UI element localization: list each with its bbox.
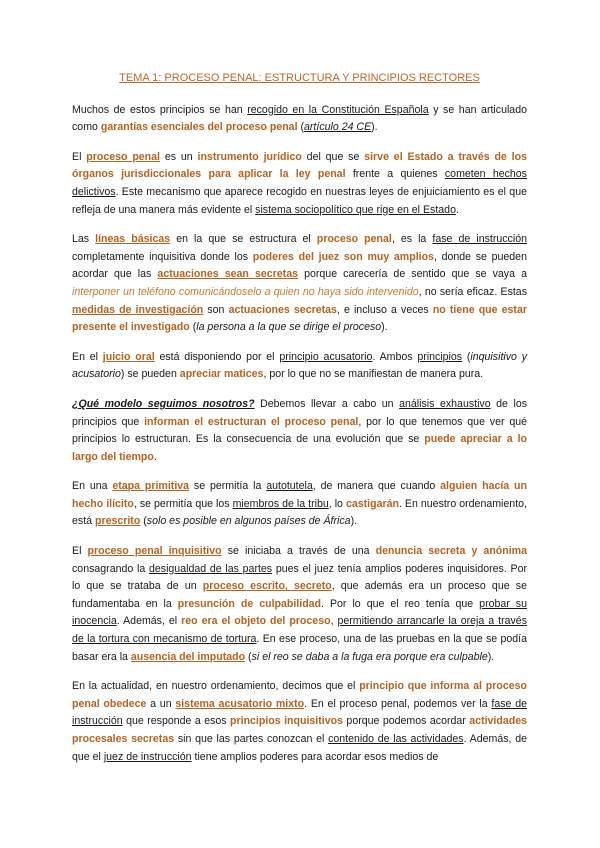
highlight-text: medidas de investigación [72, 303, 204, 316]
highlight-text: principios inquisitivos [230, 715, 343, 728]
highlight-text: apreciar matices [179, 368, 264, 381]
italic-highlight-text: interponer un teléfono comunicándoselo a quien no haya sido intervenido [72, 285, 419, 298]
text: , lo [328, 497, 346, 510]
underlined-text: principios [417, 350, 463, 363]
text: de los principios que [72, 397, 528, 428]
italic-text: la persona a la que se dirige el proceso [196, 321, 382, 334]
underlined-text: fase de instrucción [432, 233, 527, 246]
highlight-text: informan el estructuran el proceso penal [144, 415, 359, 428]
text: ( [462, 350, 471, 363]
text: pues el juez tenía amplios poderes inquisidores. Por lo que se trataba de un [72, 562, 527, 593]
text: ). [381, 321, 388, 334]
highlight-text: etapa primitiva [112, 480, 190, 493]
text: El [72, 150, 87, 163]
underlined-text: contenido de las actividades [328, 733, 464, 745]
highlight-text: proceso penal inquisitivo [87, 545, 222, 558]
highlight-text: sistema acusatorio mixto [175, 697, 305, 710]
paragraph-8 [72, 678, 527, 766]
text: ) se pueden [120, 368, 180, 381]
highlight-text: castigarán [345, 497, 399, 510]
text: ). [350, 515, 358, 528]
highlight-text: prescrito [94, 515, 141, 528]
highlight-text: principio que informa al proceso penal obedece [72, 680, 527, 710]
question-heading: ¿Qué modelo seguimos nosotros? [72, 397, 255, 410]
highlight-text: denuncia secreta y anónima [375, 545, 527, 558]
paragraph-7 [72, 543, 527, 666]
text: completamente inquisitiva donde los [72, 250, 253, 263]
text: , que además era un proceso que se fundamentaba en la [72, 580, 527, 610]
text: . Por lo que el reo tenía que [321, 597, 480, 610]
highlight-text: actuaciones sean secretas [157, 268, 298, 281]
text: , donde se pueden acordar que las [72, 250, 527, 281]
highlight-text: no tiene que estar presente el investigado [72, 303, 527, 334]
text: , de manera que cuando [312, 480, 441, 493]
text: ( [140, 515, 147, 528]
text: , por lo que no se manifiestan de manera pura. [263, 368, 484, 381]
text: , no sería eficaz. Estas [418, 285, 527, 298]
text: Debemos llevar a cabo un [254, 397, 400, 410]
text: frente a quienes [345, 168, 445, 181]
highlight-text: proceso penal [316, 233, 392, 246]
text: En una [72, 480, 113, 493]
highlight-text: sirve el Estado a través de los órganos jurisdiccionales para aplicar la ley penal [72, 150, 527, 181]
highlight-text: actuaciones secretas [228, 303, 337, 316]
document-title: TEMA 1: PROCESO PENAL: ESTRUCTURA Y PRINCIPIOS RECTORES [119, 72, 480, 84]
text: . [455, 203, 459, 216]
text: El [72, 545, 88, 558]
text: en la que se estructura el [170, 233, 317, 246]
highlight-text: líneas básicas [95, 233, 171, 246]
paragraph-3 [72, 231, 527, 337]
underlined-text: cometen hechos delictivos [72, 168, 527, 198]
text: se permitía la [189, 480, 267, 493]
underlined-text: análisis exhaustivo [399, 397, 491, 410]
text: . Además, el [116, 615, 182, 628]
text: . [153, 450, 157, 463]
text: porque podemos acordar [342, 715, 470, 728]
text: , e incluso a veces [336, 303, 433, 316]
highlight-text: instrumento jurídico [197, 150, 302, 163]
text: , se permitía que los [133, 497, 233, 510]
text: del que se [301, 150, 365, 163]
text: . En ese proceso, una de las pruebas en la que se podía basar era la [72, 633, 528, 663]
text: . En nuestro ordenamiento, está [72, 497, 527, 528]
text: Muchos de estos principios se han [72, 103, 248, 116]
text: Las [72, 233, 96, 246]
text: sin que las partes conozcan el [174, 733, 329, 745]
highlight-text: presunción de culpabilidad [177, 597, 322, 610]
highlight-text: proceso escrito, secreto [202, 580, 332, 593]
underlined-text: recogido en la Constitución Española [247, 103, 429, 116]
text: . En el proceso penal, podemos ver la [304, 697, 492, 710]
text: tiene amplios poderes para acordar esos medios de [191, 750, 439, 763]
italic-text: artículo 24 CE [304, 121, 372, 134]
text: ). [371, 121, 378, 134]
highlight-text: garantías esenciales del proceso penal [100, 121, 298, 134]
document-page [72, 70, 527, 778]
text: ( [189, 321, 197, 334]
paragraph-6 [72, 478, 527, 531]
text: a un [146, 697, 176, 710]
text: se iniciaba a través de una [221, 545, 376, 558]
text: , es la [391, 233, 433, 246]
text: está disponiendo por el [154, 350, 280, 363]
highlight-text: reo era el objeto del proceso [181, 615, 331, 628]
text: que responde a esos [122, 715, 231, 728]
underlined-text: desigualdad de las partes [148, 562, 273, 575]
paragraph-5 [72, 396, 527, 466]
text: ). [487, 650, 495, 663]
highlight-text: juicio oral [102, 350, 155, 363]
text: son [203, 303, 229, 316]
underlined-text: sistema sociopolítico que rige en el Estado [255, 203, 456, 216]
text: En la actualidad, en nuestro ordenamiento, decimos que el [72, 680, 360, 693]
text: ( [245, 650, 252, 663]
highlight-text: ausencia del imputado [130, 650, 246, 663]
underlined-text: autotutela [266, 480, 313, 493]
paragraph-2 [72, 149, 527, 219]
text: . Además, de que el [72, 733, 527, 763]
underlined-text: permitiendo arrancarle la oreja a través de la tortura con mecanismo de tortura [72, 615, 527, 646]
highlight-text: actividades procesales secretas [72, 715, 527, 745]
italic-text: inquisitivo y acusatorio [72, 350, 528, 381]
text: En el [72, 350, 103, 363]
highlight-text: puede apreciar a lo largo del tiempo [72, 433, 527, 463]
highlight-text: proceso penal [86, 150, 160, 163]
text: . Este mecanismo que aparece recogido en nuestras leyes de enjuiciamiento es el que refleja de una manera más evidente el [72, 185, 527, 216]
paragraph-4 [72, 349, 527, 384]
underlined-text: miembros de la tribu [232, 497, 329, 510]
paragraph-1 [72, 102, 527, 137]
underlined-text: juez de instrucción [103, 750, 192, 763]
text: ( [297, 121, 305, 134]
text: , por lo que tenemos que ver qué principios lo estructuran. Es la consecuencia de una evolución que se [72, 415, 528, 446]
italic-text: si el reo se daba a la fuga era porque era culpable [251, 650, 488, 663]
text: es un [160, 150, 198, 163]
text: , [330, 615, 338, 628]
text: porque carecería de sentido que se vaya a [298, 268, 527, 281]
underlined-text: principio acusatorio [279, 350, 373, 363]
underlined-text: probar su inocencia [72, 597, 527, 628]
highlight-text: alguien hacía un hecho ilícito [72, 480, 527, 510]
italic-text: solo es posible en algunos países de África [146, 515, 351, 528]
underlined-text: fase de instrucción [72, 697, 527, 728]
highlight-text: poderes del juez son muy amplios [252, 250, 434, 263]
text: . Ambos [372, 350, 418, 363]
text: y se han articulado como [72, 103, 527, 134]
text: consagrando la [72, 562, 149, 575]
